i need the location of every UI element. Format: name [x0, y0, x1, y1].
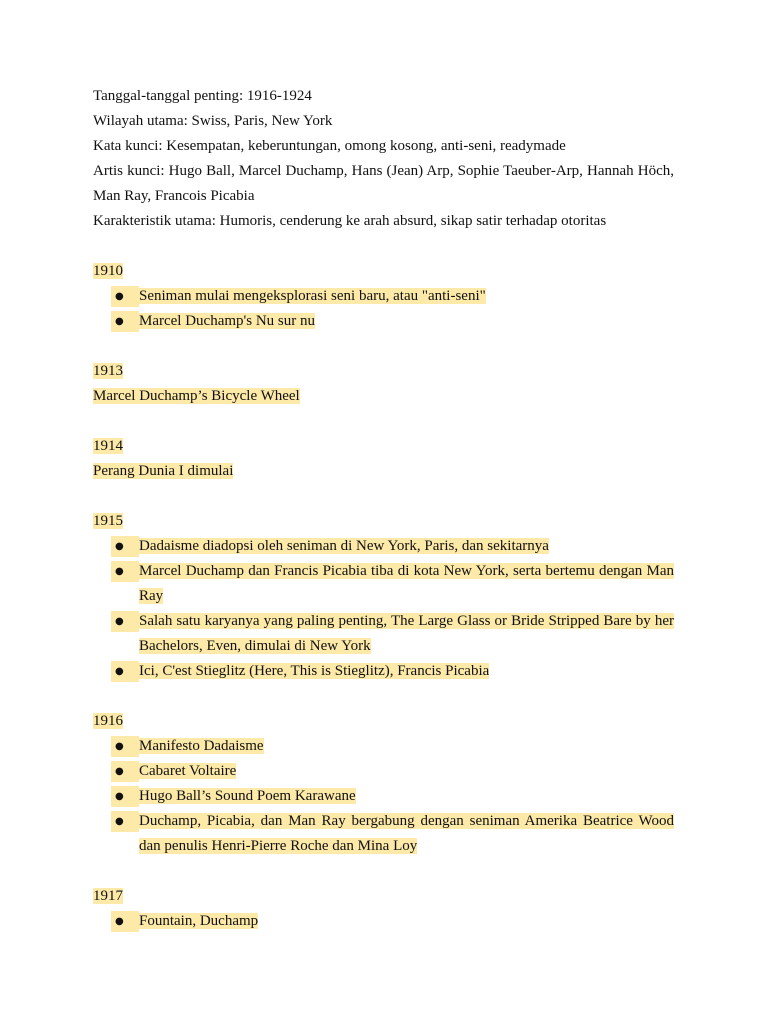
bullet-icon: ● — [115, 541, 124, 552]
intro-dates: Tanggal-tanggal penting: 1916-1924 — [93, 88, 312, 104]
year-label: 1910 — [93, 263, 123, 279]
bullet-icon: ● — [115, 616, 124, 627]
list-item — [93, 809, 674, 859]
year-heading-1917 — [93, 884, 674, 909]
list-item — [93, 734, 674, 759]
year-label: 1913 — [93, 363, 123, 379]
list-item-text: Salah satu karyanya yang paling penting, The Large Glass or Bride Stripped Bare by her Bachelors, Even, dimulai di New York — [139, 613, 674, 654]
bullet-list-1916 — [93, 734, 674, 859]
bullet-icon: ● — [115, 741, 124, 752]
list-item — [93, 309, 674, 334]
bullet-list-1915 — [93, 534, 674, 684]
entry-text: Perang Dunia I dimulai — [93, 463, 234, 479]
list-item-text: Ici, C'est Stieglitz (Here, This is Stieglitz), Francis Picabia — [139, 663, 490, 679]
spacer — [93, 334, 674, 359]
year-heading-1910 — [93, 259, 674, 284]
list-item-text: Duchamp, Picabia, dan Man Ray bergabung dengan seniman Amerika Beatrice Wood dan penulis Henri-Pierre Roche dan Mina Loy — [139, 813, 674, 854]
list-item — [93, 559, 674, 609]
list-item — [93, 759, 674, 784]
spacer — [93, 234, 674, 259]
bullet-icon: ● — [115, 816, 124, 827]
list-item — [93, 284, 674, 309]
list-item-text: Marcel Duchamp dan Francis Picabia tiba di kota New York, serta bertemu dengan Man Ray — [139, 563, 674, 604]
intro-region: Wilayah utama: Swiss, Paris, New York — [93, 113, 333, 129]
year-label: 1916 — [93, 713, 123, 729]
list-item-text: Marcel Duchamp's Nu sur nu — [139, 313, 315, 329]
year-heading-1914 — [93, 434, 674, 459]
year-heading-1913 — [93, 359, 674, 384]
list-item — [93, 659, 674, 684]
list-item-text: Fountain, Duchamp — [139, 913, 259, 929]
entry-1914 — [93, 459, 674, 484]
list-item — [93, 909, 674, 934]
list-item — [93, 784, 674, 809]
bullet-list-1910 — [93, 284, 674, 334]
entry-1913 — [93, 384, 674, 409]
list-item — [93, 534, 674, 559]
list-item-text: Seniman mulai mengeksplorasi seni baru, atau "anti-seni" — [139, 288, 486, 304]
year-label: 1915 — [93, 513, 123, 529]
list-item-text: Dadaisme diadopsi oleh seniman di New York, Paris, dan sekitarnya — [139, 538, 549, 554]
document-page — [93, 84, 674, 934]
spacer — [93, 484, 674, 509]
spacer — [93, 859, 674, 884]
intro-artists: Artis kunci: Hugo Ball, Marcel Duchamp, Hans (Jean) Arp, Sophie Taeuber-Arp, Hannah Höch, Man Ray, Francois Picabia — [93, 163, 674, 204]
list-item-text: Hugo Ball’s Sound Poem Karawane — [139, 788, 356, 804]
year-label: 1914 — [93, 438, 123, 454]
year-label: 1917 — [93, 888, 123, 904]
intro-characteristics: Karakteristik utama: Humoris, cenderung ke arah absurd, sikap satir terhadap otoritas — [93, 213, 607, 229]
bullet-icon: ● — [115, 916, 124, 927]
bullet-icon: ● — [115, 666, 124, 677]
bullet-icon: ● — [115, 316, 124, 327]
bullet-icon: ● — [115, 291, 124, 302]
year-heading-1915 — [93, 509, 674, 534]
list-item-text: Cabaret Voltaire — [139, 763, 237, 779]
bullet-list-1917 — [93, 909, 674, 934]
intro-keywords: Kata kunci: Kesempatan, keberuntungan, omong kosong, anti-seni, readymade — [93, 138, 566, 154]
spacer — [93, 684, 674, 709]
list-item — [93, 609, 674, 659]
entry-text: Marcel Duchamp’s Bicycle Wheel — [93, 388, 300, 404]
list-item-text: Manifesto Dadaisme — [139, 738, 264, 754]
spacer — [93, 409, 674, 434]
year-heading-1916 — [93, 709, 674, 734]
bullet-icon: ● — [115, 791, 124, 802]
bullet-icon: ● — [115, 766, 124, 777]
bullet-icon: ● — [115, 566, 124, 577]
